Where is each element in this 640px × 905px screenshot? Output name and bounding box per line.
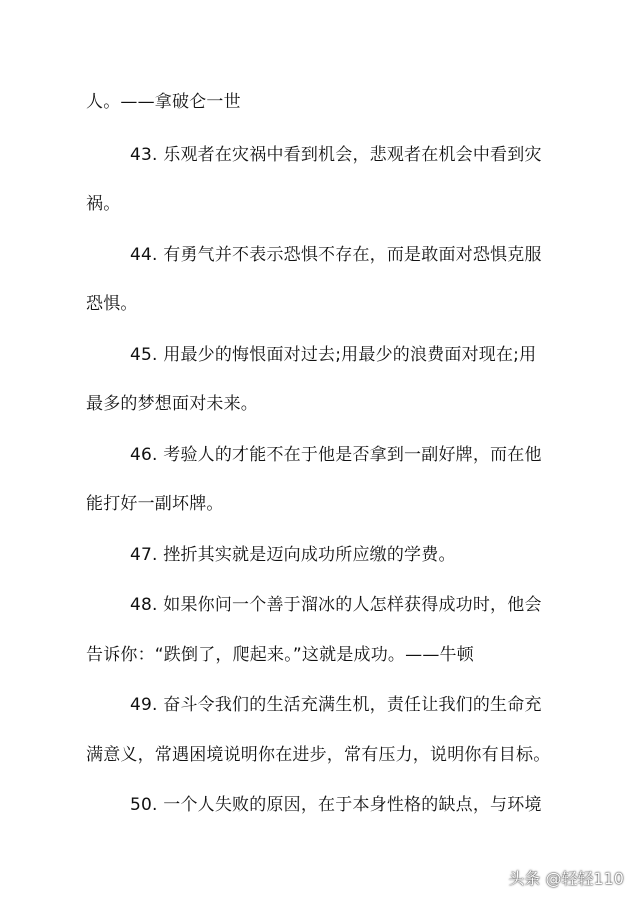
watermark-text: 头条 @轻轻110 [508,869,624,888]
text-line: 47. 挫折其实就是迈向成功所应缴的学费。 [130,545,456,565]
text-line: 50. 一个人失败的原因，在于本身性格的缺点，与环境 [130,795,542,815]
text-line: 最多的梦想面对未来。 [86,394,258,414]
text-line: 49. 奋斗令我们的生活充满生机，责任让我们的生命充 [130,695,542,715]
text-line: 能打好一副坏牌。 [86,494,224,514]
text-line: 满意义，常遇困境说明你在进步，常有压力，说明你有目标。 [86,745,551,765]
text-line: 43. 乐观者在灾祸中看到机会，悲观者在机会中看到灾 [130,145,542,165]
text-line: 48. 如果你问一个善于溜冰的人怎样获得成功时，他会 [130,595,542,615]
text-line: 46. 考验人的才能不在于他是否拿到一副好牌，而在他 [130,445,542,465]
text-line: 45. 用最少的悔恨面对过去;用最少的浪费面对现在;用 [130,345,537,365]
text-line: 恐惧。 [86,294,138,314]
text-line: 人。——拿破仑一世 [86,92,241,112]
text-line: 告诉你：“跌倒了，爬起来。”这就是成功。——牛顿 [86,645,474,665]
text-line: 44. 有勇气并不表示恐惧不存在，而是敢面对恐惧克服 [130,245,542,265]
text-line: 祸。 [86,194,121,214]
